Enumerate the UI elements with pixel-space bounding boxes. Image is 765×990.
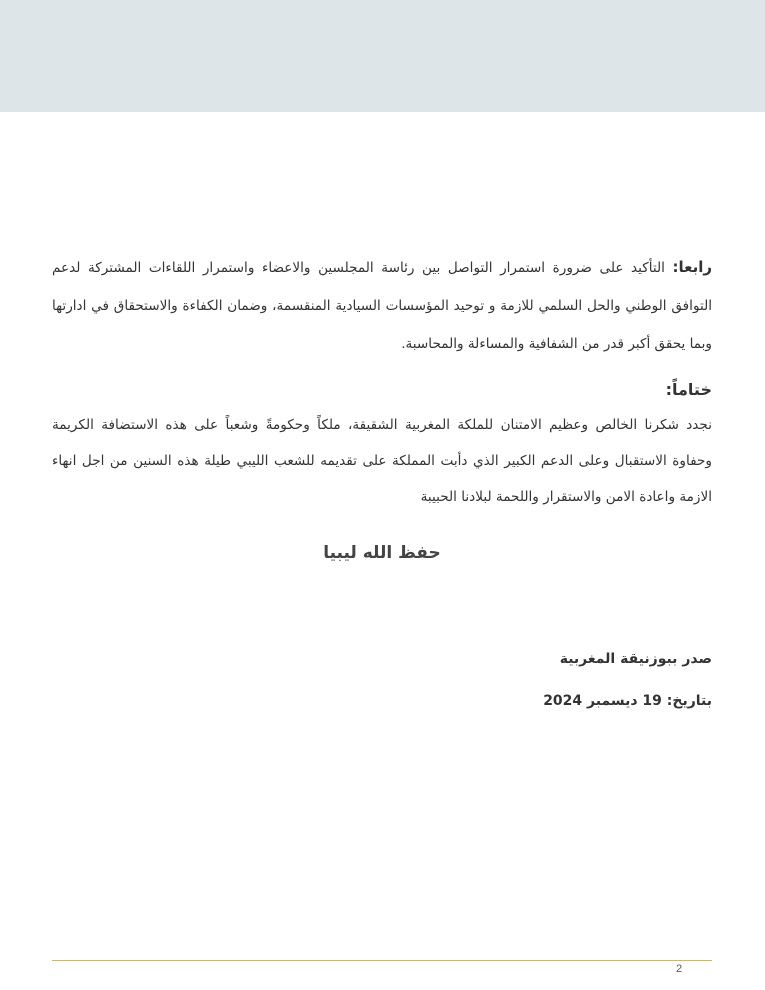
motto: حفظ الله ليبيا xyxy=(323,543,441,563)
closing-paragraph: نجدد شكرنا الخالص وعظيم الامتنان للملكة المغربية الشقيقة، ملكاً وحكومةً وشعباً على هذه الاستضافة الكريمة وحفاوة الاستقبال وعلى الدعم الكبير الذي دأبت المملكة على تقديمه للشعب الليبي طيلة هذه السنين من اجل انهاء الازمة واعادة الامن والاستقرار واللحمة لبلادنا الحبيبة xyxy=(52,417,712,505)
closing-heading: ختاماً: xyxy=(665,380,712,399)
footer-rule xyxy=(52,960,712,961)
section-four-paragraph xyxy=(52,248,712,363)
issue-place: صدر ببوزنيقة المغربية xyxy=(559,651,712,667)
document-body xyxy=(52,248,712,713)
issue-date: بتاريخ: 19 ديسمبر 2024 xyxy=(543,693,712,709)
header-band xyxy=(0,0,765,112)
section-four-text: التأكيد على ضرورة استمرار التواصل بين رئاسة المجلسين والاعضاء واستمرار اللقاءات المشتركة لدعم التوافق الوطني والحل السلمي للازمة و توحيد المؤسسات السيادية المنقسمة، وضمان الكفاءة والاستحقاق في ادارتها وبما يحقق أكبر قدر من الشفافية والمساءلة والمحاسبة. xyxy=(52,260,712,352)
page-number: 2 xyxy=(676,963,683,975)
section-four-lead: رابعا: xyxy=(672,258,712,276)
issuance-block xyxy=(52,647,712,713)
